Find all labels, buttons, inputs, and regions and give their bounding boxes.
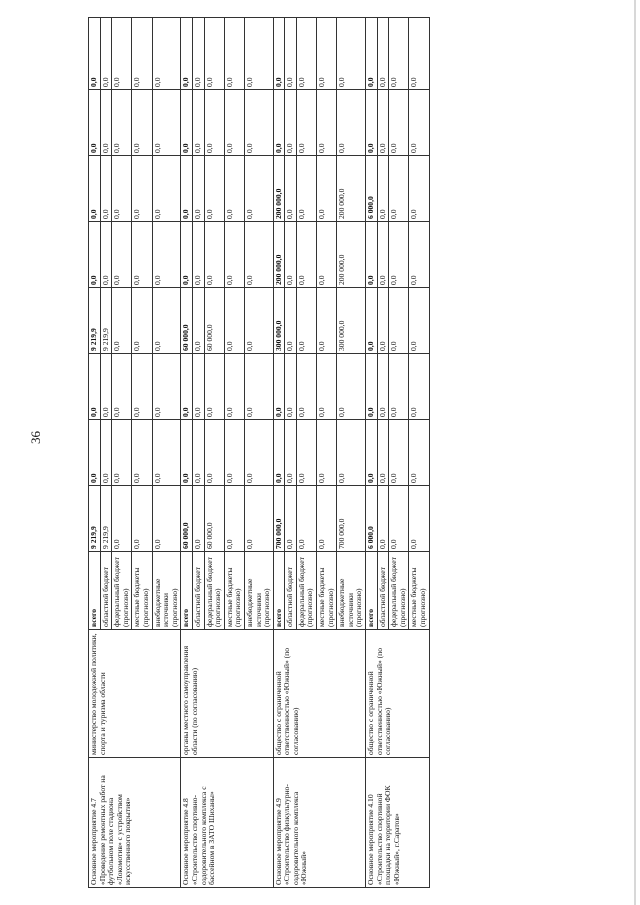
value-cell: 0,0 <box>244 354 273 420</box>
source-cell: федеральный бюджет (прогнозно) <box>112 552 132 630</box>
value-cell: 0,0 <box>89 90 101 156</box>
value-cell: 0,0 <box>409 156 429 222</box>
value-cell: 0,0 <box>317 90 337 156</box>
value-cell: 0,0 <box>224 420 244 486</box>
table-row <box>273 18 285 888</box>
source-cell: всего <box>181 552 193 630</box>
value-cell: 0,0 <box>132 18 152 90</box>
value-cell: 0,0 <box>132 354 152 420</box>
table-row <box>181 18 193 888</box>
value-cell: 0,0 <box>192 18 204 90</box>
value-cell: 0,0 <box>181 90 193 156</box>
table-row <box>89 18 101 888</box>
value-cell: 0,0 <box>89 156 101 222</box>
value-cell: 0,0 <box>152 486 181 552</box>
value-cell: 0,0 <box>89 420 101 486</box>
value-cell: 0,0 <box>224 90 244 156</box>
value-cell: 0,0 <box>244 90 273 156</box>
value-cell: 0,0 <box>132 486 152 552</box>
value-cell: 0,0 <box>152 18 181 90</box>
value-cell: 0,0 <box>409 486 429 552</box>
value-cell: 0,0 <box>377 90 389 156</box>
value-cell: 0,0 <box>112 486 132 552</box>
value-cell: 0,0 <box>296 486 316 552</box>
value-cell: 0,0 <box>181 420 193 486</box>
value-cell: 0,0 <box>366 18 378 90</box>
value-cell: 0,0 <box>296 420 316 486</box>
value-cell: 0,0 <box>377 354 389 420</box>
value-cell: 0,0 <box>204 354 224 420</box>
value-cell: 0,0 <box>132 156 152 222</box>
value-cell: 6 000,0 <box>366 486 378 552</box>
value-cell: 0,0 <box>285 18 297 90</box>
event-cell: Основное мероприятие 4.10 «Строительство спортивной площадки на территории ФОК «Южный», г.Саратов» <box>366 758 430 888</box>
value-cell: 0,0 <box>100 156 112 222</box>
value-cell: 0,0 <box>317 420 337 486</box>
value-cell: 0,0 <box>89 354 101 420</box>
value-cell: 0,0 <box>296 90 316 156</box>
value-cell: 0,0 <box>100 222 112 288</box>
value-cell: 0,0 <box>389 486 409 552</box>
value-cell: 0,0 <box>204 18 224 90</box>
value-cell: 0,0 <box>224 156 244 222</box>
value-cell: 0,0 <box>192 90 204 156</box>
value-cell: 0,0 <box>296 156 316 222</box>
value-cell: 0,0 <box>285 156 297 222</box>
value-cell: 0,0 <box>285 420 297 486</box>
value-cell: 0,0 <box>409 18 429 90</box>
value-cell: 0,0 <box>296 288 316 354</box>
source-cell: областной бюджет <box>100 552 112 630</box>
value-cell: 0,0 <box>285 288 297 354</box>
value-cell: 700 000,0 <box>337 486 366 552</box>
value-cell: 0,0 <box>204 222 224 288</box>
value-cell: 0,0 <box>152 420 181 486</box>
value-cell: 0,0 <box>132 90 152 156</box>
value-cell: 0,0 <box>224 354 244 420</box>
value-cell: 0,0 <box>409 420 429 486</box>
value-cell: 60 000,0 <box>181 288 193 354</box>
value-cell: 0,0 <box>192 420 204 486</box>
value-cell: 60 000,0 <box>204 486 224 552</box>
value-cell: 0,0 <box>285 222 297 288</box>
value-cell: 0,0 <box>100 90 112 156</box>
value-cell: 0,0 <box>296 222 316 288</box>
value-cell: 0,0 <box>377 222 389 288</box>
value-cell: 0,0 <box>112 420 132 486</box>
executor-cell: органы местного самоуправления области (по согласованию) <box>181 630 273 758</box>
value-cell: 0,0 <box>366 354 378 420</box>
value-cell: 0,0 <box>337 420 366 486</box>
value-cell: 0,0 <box>152 90 181 156</box>
value-cell: 0,0 <box>181 222 193 288</box>
value-cell: 0,0 <box>100 18 112 90</box>
value-cell: 0,0 <box>224 222 244 288</box>
executor-cell: министерство молодежной политики, спорта и туризма области <box>89 630 181 758</box>
value-cell: 200 000,0 <box>337 156 366 222</box>
value-cell: 0,0 <box>409 288 429 354</box>
value-cell: 0,0 <box>224 486 244 552</box>
value-cell: 0,0 <box>285 90 297 156</box>
value-cell: 0,0 <box>224 18 244 90</box>
value-cell: 0,0 <box>244 288 273 354</box>
value-cell: 0,0 <box>132 222 152 288</box>
value-cell: 6 000,0 <box>366 156 378 222</box>
value-cell: 0,0 <box>112 354 132 420</box>
value-cell: 0,0 <box>285 486 297 552</box>
value-cell: 0,0 <box>389 18 409 90</box>
event-cell: Основное мероприятие 4.8 «Строительство спортивно-оздоровительного комплекса с бассейном в ЗАТО Шиханы» <box>181 758 273 888</box>
value-cell: 200 000,0 <box>273 222 285 288</box>
value-cell: 200 000,0 <box>337 222 366 288</box>
value-cell: 0,0 <box>409 354 429 420</box>
value-cell: 0,0 <box>296 354 316 420</box>
source-cell: всего <box>89 552 101 630</box>
source-cell: внебюджетные источники (прогнозно) <box>152 552 181 630</box>
value-cell: 0,0 <box>377 156 389 222</box>
value-cell: 0,0 <box>244 156 273 222</box>
value-cell: 0,0 <box>377 486 389 552</box>
value-cell: 0,0 <box>100 420 112 486</box>
value-cell: 0,0 <box>132 420 152 486</box>
value-cell: 0,0 <box>204 90 224 156</box>
executor-cell: общество с ограниченной ответственностью «Южный» (по согласованию) <box>273 630 365 758</box>
value-cell: 0,0 <box>112 222 132 288</box>
source-cell: внебюджетные источники (прогнозно) <box>337 552 366 630</box>
value-cell: 0,0 <box>366 222 378 288</box>
value-cell: 0,0 <box>317 288 337 354</box>
value-cell: 0,0 <box>192 156 204 222</box>
executor-cell: общество с ограниченной ответственностью «Южный» (по согласованию) <box>366 630 430 758</box>
value-cell: 0,0 <box>224 288 244 354</box>
value-cell: 0,0 <box>389 420 409 486</box>
value-cell: 0,0 <box>273 354 285 420</box>
source-cell: всего <box>366 552 378 630</box>
value-cell: 0,0 <box>377 420 389 486</box>
value-cell: 0,0 <box>366 420 378 486</box>
value-cell: 0,0 <box>192 222 204 288</box>
source-cell: федеральный бюджет (прогнозно) <box>389 552 409 630</box>
value-cell: 200 000,0 <box>273 156 285 222</box>
event-cell: Основное мероприятие 4.9 «Строительство физкультурно-оздоровительного комплекса «Южный» <box>273 758 365 888</box>
value-cell: 0,0 <box>296 18 316 90</box>
source-cell: федеральный бюджет (прогнозно) <box>296 552 316 630</box>
value-cell: 0,0 <box>152 156 181 222</box>
value-cell: 0,0 <box>152 354 181 420</box>
value-cell: 60 000,0 <box>181 486 193 552</box>
value-cell: 0,0 <box>317 156 337 222</box>
value-cell: 0,0 <box>273 90 285 156</box>
rotated-table-container <box>88 18 591 888</box>
value-cell: 0,0 <box>366 288 378 354</box>
source-cell: областной бюджет <box>192 552 204 630</box>
value-cell: 0,0 <box>377 18 389 90</box>
value-cell: 0,0 <box>112 90 132 156</box>
value-cell: 0,0 <box>389 90 409 156</box>
value-cell: 300 000,0 <box>337 288 366 354</box>
value-cell: 0,0 <box>100 354 112 420</box>
value-cell: 0,0 <box>389 156 409 222</box>
value-cell: 0,0 <box>192 288 204 354</box>
value-cell: 0,0 <box>244 486 273 552</box>
value-cell: 0,0 <box>273 420 285 486</box>
value-cell: 0,0 <box>204 156 224 222</box>
value-cell: 0,0 <box>89 222 101 288</box>
event-cell: Основное мероприятие 4.7 «Проведение ремонтных работ на футбольном поле стадиона «Локомотив» с устройством искусственного покрытия» <box>89 758 181 888</box>
value-cell: 0,0 <box>337 354 366 420</box>
value-cell: 0,0 <box>317 222 337 288</box>
value-cell: 0,0 <box>244 420 273 486</box>
value-cell: 0,0 <box>192 486 204 552</box>
value-cell: 700 000,0 <box>273 486 285 552</box>
scan-edge <box>634 0 636 905</box>
value-cell: 0,0 <box>112 288 132 354</box>
value-cell: 0,0 <box>389 354 409 420</box>
source-cell: местные бюджеты (прогнозно) <box>132 552 152 630</box>
value-cell: 0,0 <box>409 222 429 288</box>
value-cell: 9 219,9 <box>89 288 101 354</box>
funding-table <box>88 17 430 888</box>
source-cell: областной бюджет <box>377 552 389 630</box>
value-cell: 0,0 <box>409 90 429 156</box>
value-cell: 0,0 <box>389 288 409 354</box>
value-cell: 0,0 <box>192 354 204 420</box>
value-cell: 0,0 <box>366 90 378 156</box>
value-cell: 0,0 <box>244 222 273 288</box>
source-cell: областной бюджет <box>285 552 297 630</box>
value-cell: 0,0 <box>132 288 152 354</box>
value-cell: 9 219,9 <box>100 486 112 552</box>
page-number: 36 <box>28 431 43 444</box>
value-cell: 0,0 <box>181 354 193 420</box>
value-cell: 0,0 <box>244 18 273 90</box>
value-cell: 0,0 <box>317 486 337 552</box>
value-cell: 0,0 <box>181 156 193 222</box>
value-cell: 0,0 <box>204 420 224 486</box>
value-cell: 9 219,9 <box>89 486 101 552</box>
source-cell: федеральный бюджет (прогнозно) <box>204 552 224 630</box>
value-cell: 0,0 <box>89 18 101 90</box>
value-cell: 0,0 <box>337 90 366 156</box>
value-cell: 0,0 <box>377 288 389 354</box>
value-cell: 0,0 <box>112 156 132 222</box>
value-cell: 60 000,0 <box>204 288 224 354</box>
value-cell: 0,0 <box>317 354 337 420</box>
value-cell: 0,0 <box>152 222 181 288</box>
value-cell: 0,0 <box>112 18 132 90</box>
source-cell: всего <box>273 552 285 630</box>
value-cell: 0,0 <box>317 18 337 90</box>
value-cell: 0,0 <box>273 18 285 90</box>
value-cell: 0,0 <box>181 18 193 90</box>
source-cell: местные бюджеты (прогнозно) <box>409 552 429 630</box>
source-cell: местные бюджеты (прогнозно) <box>224 552 244 630</box>
value-cell: 0,0 <box>389 222 409 288</box>
table-row <box>366 18 378 888</box>
value-cell: 9 219,9 <box>100 288 112 354</box>
value-cell: 0,0 <box>152 288 181 354</box>
value-cell: 0,0 <box>337 18 366 90</box>
value-cell: 300 000,0 <box>273 288 285 354</box>
value-cell: 0,0 <box>285 354 297 420</box>
source-cell: местные бюджеты (прогнозно) <box>317 552 337 630</box>
source-cell: внебюджетные источники (прогнозно) <box>244 552 273 630</box>
